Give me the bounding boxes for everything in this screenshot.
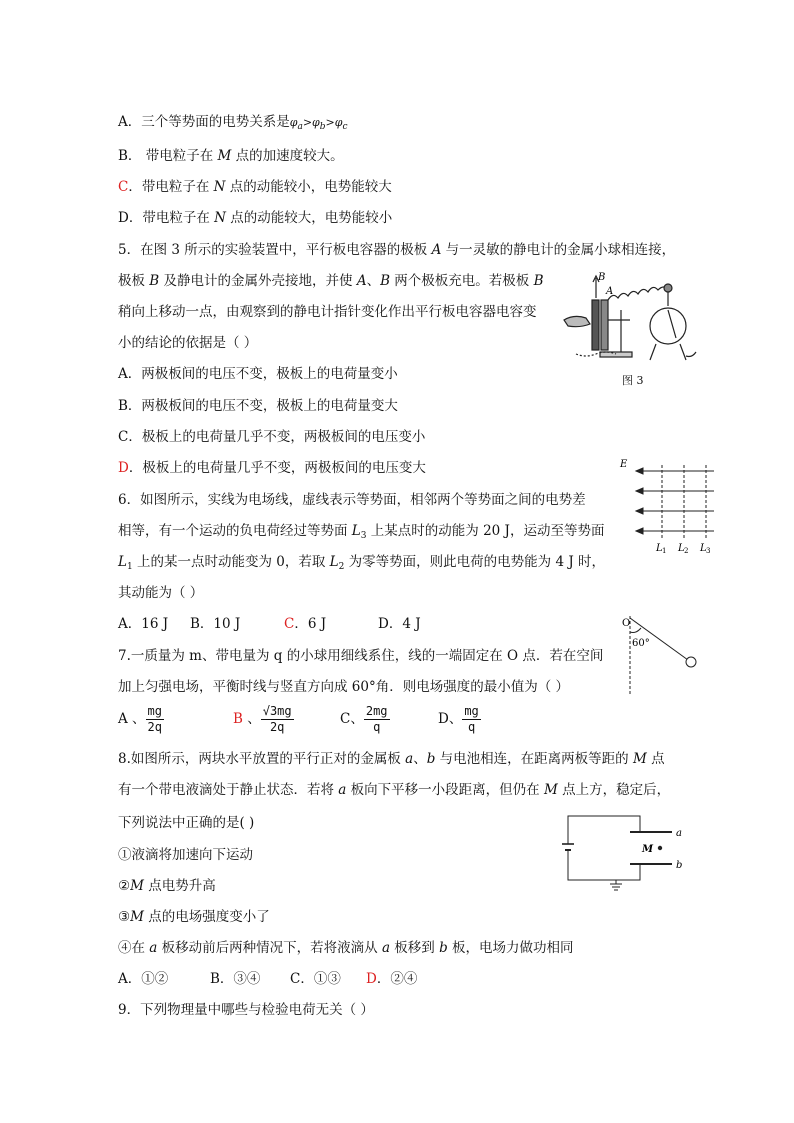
denominator: 2q (269, 720, 285, 734)
fig-label-a: A (606, 286, 614, 297)
q7-option-c (340, 702, 438, 736)
answer-marker: C (118, 179, 129, 195)
fig-label-l3-sub: 3 (706, 547, 711, 555)
phi-b: φ (312, 116, 320, 129)
q8-option-c: C．①③ (290, 971, 341, 987)
fig-label-o: O (622, 618, 631, 629)
var-a: a (405, 751, 414, 767)
q8-text: 与电池相连，在距离两板等距的 (435, 751, 633, 767)
fig-label-l3: L (700, 543, 707, 554)
answer-marker: D (118, 460, 129, 476)
q8-text: ② (118, 878, 131, 894)
q4-option-c (118, 177, 392, 197)
var-b: b (426, 751, 436, 767)
q7-option-a (118, 702, 233, 736)
numerator: mg (464, 704, 479, 718)
q8-option-d (366, 969, 417, 989)
q8-text: ③ (118, 909, 131, 925)
figure-3-apparatus (556, 270, 706, 370)
fig-label-b: b (676, 860, 683, 871)
q5-text: 极板 (118, 273, 150, 289)
q4-option-b (118, 146, 344, 166)
q8-statement-3 (118, 907, 270, 927)
q5-text: 两个极板充电。若极板 (389, 273, 534, 289)
q6-text: 相等，有一个运动的负电荷经过等势面 (118, 523, 352, 539)
q8-option-d-text: ．②④ (376, 971, 418, 987)
fig-label-m: M (642, 844, 654, 855)
var-a: A (356, 273, 367, 289)
q4-option-c-post: 点的动能较小，电势能较大 (225, 179, 392, 195)
q6-line-3 (118, 552, 605, 577)
q5-line-2 (118, 271, 544, 291)
figure-circuit (560, 812, 690, 892)
phi-c: φ (334, 116, 343, 129)
fig-label-l2-sub: 2 (684, 547, 689, 555)
q6-option-c-text: ．6 J (294, 616, 327, 632)
q5-option-c: C．极板上的电荷量几乎不变，两极板间的电压变小 (118, 429, 426, 445)
var-m: M (217, 148, 232, 164)
fig-label-e: E (620, 459, 628, 470)
q8-text: 板移到 (390, 940, 440, 956)
q8-text: 点的电场强度变小了 (143, 909, 270, 925)
q8-text: 板向下平移一小段距离，但仍在 (346, 782, 544, 798)
q5-line-3: 稍向上移动一点，由观察到的静电计指针变化作出平行板电容器电容变 (118, 304, 537, 320)
denominator: 2q (147, 720, 162, 734)
var-l1: L (118, 554, 127, 570)
q8-option-a: A．①② (118, 971, 169, 987)
var-b: B (149, 273, 160, 289)
fig-label-l1: L (656, 543, 663, 554)
q5-text: 与一灵敏的静电计的金属小球相连接， (441, 242, 676, 258)
q4-option-d-post: 点的动能较大，电势能较小 (225, 210, 393, 226)
fig-label-l2: L (678, 543, 685, 554)
fraction (261, 704, 294, 735)
q4-option-b-post: 点的加速度较大。 (231, 148, 344, 164)
q8-statement-1: ①液滴将加速向下运动 (118, 847, 253, 863)
var-b: B (533, 273, 544, 289)
q5-text: 、 (366, 273, 381, 289)
q8-text: ④在 (118, 940, 150, 956)
q8-text: 有一个带电液滴处于静止状态．若将 (118, 782, 339, 798)
var-m: M (543, 782, 558, 798)
answer-marker: D (366, 971, 377, 987)
q8-text: 8.如图所示，两块水平放置的平行正对的金属板 (118, 751, 406, 767)
var-b: B (380, 273, 390, 289)
sub-1: 1 (126, 562, 133, 572)
q5-option-d-text: ．极板上的电荷量几乎不变，两极板间的电压变大 (128, 460, 426, 476)
var-a: a (149, 940, 158, 956)
q6-options (118, 614, 421, 634)
q4-option-a: A．三个等势面的电势关系是$\varphi_a>\varphi_b>\varphi_c$ (118, 114, 348, 132)
figure-field-lines (618, 455, 718, 555)
q6-option-a: A．16 J (118, 616, 169, 632)
q4-option-a-text: A．三个等势面的电势关系是 (118, 114, 290, 130)
q9-line-1: 9．下列物理量中哪些与检验电荷无关（ ） (118, 1002, 374, 1018)
q5-line-1 (118, 240, 675, 260)
q6-text: 上的某一点时动能变为 0，若取 (132, 554, 330, 570)
answer-marker: B (233, 711, 243, 727)
figure-caption: 图 3 (622, 374, 644, 387)
q7-line-1: 7.一质量为 m、带电量为 q 的小球用细线系住，线的一端固定在 O 点．若在空间 (118, 648, 604, 664)
q6-line-4: 其动能为（ ） (118, 585, 204, 601)
fraction (364, 704, 390, 735)
numerator: √3mg (262, 704, 292, 718)
q8-text: 、 (413, 751, 427, 767)
q5-text: 及静电计的金属外壳接地，并使 (159, 273, 357, 289)
sub-3: 3 (360, 531, 367, 541)
var-n: N (213, 179, 226, 195)
fig-label-b: B (598, 272, 606, 283)
var-l2: L (329, 554, 339, 570)
answer-marker: C (284, 616, 295, 632)
q8-text: 板，电场力做功相同 (447, 940, 574, 956)
q6-line-2 (118, 521, 604, 546)
phi-a: φ (289, 116, 298, 129)
fig-label-l1-sub: 1 (662, 547, 667, 555)
var-b: b (439, 940, 448, 956)
q8-option-b: B．③④ (210, 971, 261, 987)
q8-line-2 (118, 780, 670, 800)
fraction (146, 704, 164, 735)
q7-options (118, 702, 481, 736)
q8-line-1 (118, 749, 665, 769)
var-l3: L (351, 523, 361, 539)
var-m: M (130, 909, 144, 925)
q7-line-2: 加上匀强电场，平衡时线与竖直方向成 60°角．则电场强度的最小值为（ ） (118, 679, 570, 695)
var-n: N (214, 210, 226, 226)
q6-text: 上某点时的动能为 20 J，运动至等势面 (366, 523, 605, 539)
q5-option-b: B．两极板间的电压不变，极板上的电荷量变大 (118, 398, 398, 414)
q4-option-d-text: D．带电粒子在 (118, 210, 215, 226)
q6-option-c (284, 614, 378, 634)
q7-option-d-label: D、 (438, 711, 463, 727)
var-a: a (338, 782, 347, 798)
q7-option-c-label: C、 (340, 711, 364, 727)
q4-option-d (118, 208, 392, 228)
numerator: mg (147, 704, 162, 718)
denominator: q (373, 720, 381, 734)
fig-label-angle: 60° (632, 638, 650, 649)
sub-2: 2 (338, 562, 345, 572)
q6-line-1: 6．如图所示，实线为电场线，虚线表示等势面，相邻两个等势面之间的电势差 (118, 492, 586, 508)
var-m: M (632, 751, 647, 767)
q7-option-a-label: A 、 (118, 711, 146, 727)
q6-option-b: B．10 J (190, 616, 241, 632)
q8-text: 点上方，稳定后， (557, 782, 671, 798)
q5-text: 5．在图 3 所示的实验装置中，平行板电容器的极板 (118, 242, 432, 258)
q7-option-b-sep: 、 (242, 711, 261, 727)
var-a: a (381, 940, 391, 956)
denominator: q (467, 720, 476, 734)
q8-statement-4 (118, 938, 574, 958)
q5-option-a: A．两极板间的电压不变，极板上的电荷量变小 (118, 366, 398, 382)
numerator: 2mg (365, 704, 388, 718)
fraction (462, 704, 480, 735)
q8-text: 点电势升高 (143, 878, 216, 894)
q8-line-3: 下列说法中正确的是( ) (118, 815, 255, 831)
q7-option-b (233, 702, 340, 736)
q6-option-d: D．4 J (378, 616, 421, 632)
q6-text: 为零等势面，则此电荷的电势能为 4 J 时， (344, 554, 606, 570)
var-a: A (431, 242, 442, 258)
var-m: M (130, 878, 144, 894)
q8-statement-2 (118, 876, 216, 896)
q7-option-d (438, 702, 481, 736)
q5-option-d (118, 458, 426, 478)
q4-option-b-text: B． 带电粒子在 (118, 148, 218, 164)
q4-option-c-text: ．带电粒子在 (128, 179, 214, 195)
fig-label-a: a (676, 828, 682, 839)
q8-text: 板移动前后两种情况下，若将液滴从 (157, 940, 382, 956)
q8-options (118, 969, 417, 989)
q5-line-4: 小的结论的依据是（ ） (118, 335, 258, 351)
figure-pendulum (620, 610, 710, 700)
q8-text: 点 (646, 751, 665, 767)
